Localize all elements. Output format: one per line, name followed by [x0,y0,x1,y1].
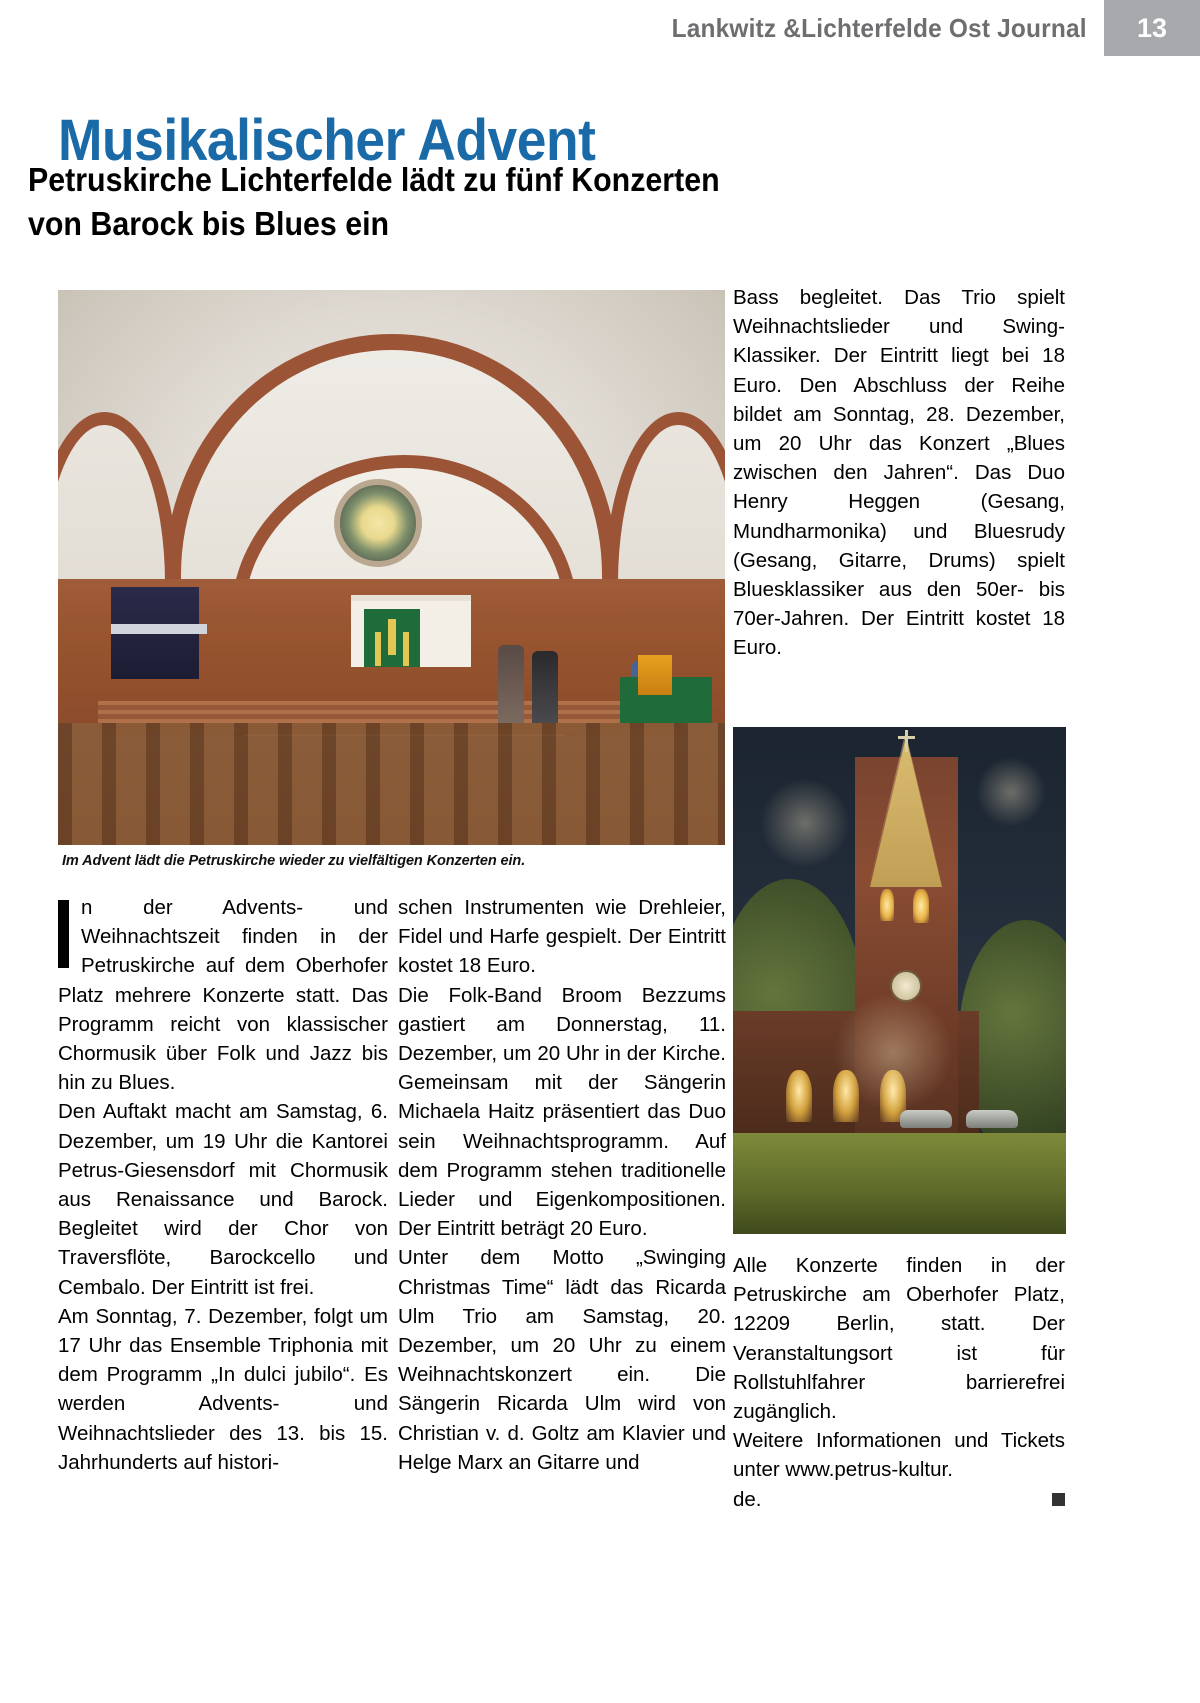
page-header [0,0,1200,56]
article-subheadline [28,158,856,246]
tower-cross-icon [905,730,908,752]
end-of-article-marker [1052,1493,1065,1506]
lit-window [913,889,929,923]
article-headline: Musikalischer Advent [58,107,596,173]
article-last-line [733,1485,1065,1514]
church-pews [58,723,725,845]
altar-cloth-cross-icon [364,609,420,667]
body-column-2 [398,893,726,1477]
subheadline-line-2: von Barock bis Blues ein [28,204,390,242]
paragraph: Den Auftakt macht am Samstag, 6. Dezember, um 19 Uhr die Kantorei Petrus-Giesensdorf mit Chormusik aus Renaissance und Barock. Begleitet wird der Chor von Traversflöte, Barockcello und Cembalo. Der Eintritt ist frei. [58,1100,388,1299]
paragraph-end: de. [733,1487,762,1511]
church-interior-photo [58,290,725,845]
page-number-badge: 13 [1104,0,1200,56]
paragraph: schen Instrumenten wie Drehleier, Fidel und Harfe gespielt. Der Eintritt kostet 18 Euro. [398,896,726,978]
nave-window [786,1070,812,1122]
body-column-1 [58,893,388,1477]
person-figure [498,645,524,723]
parked-car [900,1110,952,1128]
paragraph: Die Folk-Band Broom Bezzums gastiert am Donnerstag, 11. Dezember, um 20 Uhr in der Kirche. Gemeinsam mit der Sängerin Michaela Haitz präsentiert das Duo sein Weihnachtsprogramm. Auf dem Programm stehen traditionelle Lieder und Eigenkompositionen. Der Eintritt beträgt 20 Euro. [398,983,726,1241]
lawn-foreground [733,1133,1066,1234]
body-column-top-right [733,283,1065,663]
church-tower-night-photo [733,727,1066,1234]
person-figure [532,651,558,723]
light-bokeh [833,992,953,1112]
parked-car [966,1110,1018,1128]
light-bokeh [976,757,1046,827]
orange-bag [638,655,672,695]
paragraph: Unter dem Motto „Swinging Christmas Time“ lädt das Ricarda Ulm Trio am Samstag, 20. Dezember, um 20 Uhr zu einem Weihnachtskonzert ein. Die Sängerin Ricarda Ulm wird von Christian v. d. Goltz am Klavier und Helge Marx an Gitarre und [398,1246,726,1474]
paragraph: Alle Konzerte finden in der Petruskirche am Oberhofer Platz, 12209 Berlin, statt. Der Veranstaltungsort ist für Rollstuhlfahrer barrierefrei zugänglich. [733,1254,1065,1424]
paragraph: Am Sonntag, 7. Dezember, folgt um 17 Uhr das Ensemble Triphonia mit dem Programm „In dulci jubilo“. Es werden Advents- und Weihnachtslieder des 13. bis 15. Jahrhunderts auf histori- [58,1304,388,1474]
lit-window [880,889,894,921]
body-column-3 [733,1251,1065,1514]
paragraph: Weitere Informationen und Tickets unter www.petrus-kultur. [733,1429,1065,1482]
pulpit-top [111,624,207,634]
paragraph: Bass begleitet. Das Trio spielt Weihnachtslieder und Swing-Klassiker. Der Eintritt liegt bei 18 Euro. Den Abschluss der Reihe bildet am Sonntag, 28. Dezember, um 20 Uhr das Konzert „Blues zwischen den Jahren“. Das Duo Henry Heggen (Gesang, Mundharmonika) und Bluesrudy (Gesang, Gitarre, Drums) spielt Bluesklassiker aus den 50er- bis 70er-Jahren. Der Eintritt kostet 18 Euro. [733,286,1065,660]
drop-cap-i [58,900,69,968]
paragraph: n der Advents- und Weihnachtszeit finden in der Petruskirche auf dem Oberhofer Platz mehrere Konzerte statt. Das Programm reicht von klassischer Chormusik über Folk und Jazz bis hin zu Blues. [58,896,388,1095]
light-bokeh [760,778,850,868]
masthead-title: Lankwitz &Lichterfelde Ost Journal [671,13,1088,43]
rose-window-icon [334,479,422,567]
subheadline-line-1: Petruskirche Lichterfelde lädt zu fünf Konzerten [28,161,720,198]
photo-caption: Im Advent lädt die Petruskirche wieder zu vielfältigen Konzerten ein. [62,853,526,869]
